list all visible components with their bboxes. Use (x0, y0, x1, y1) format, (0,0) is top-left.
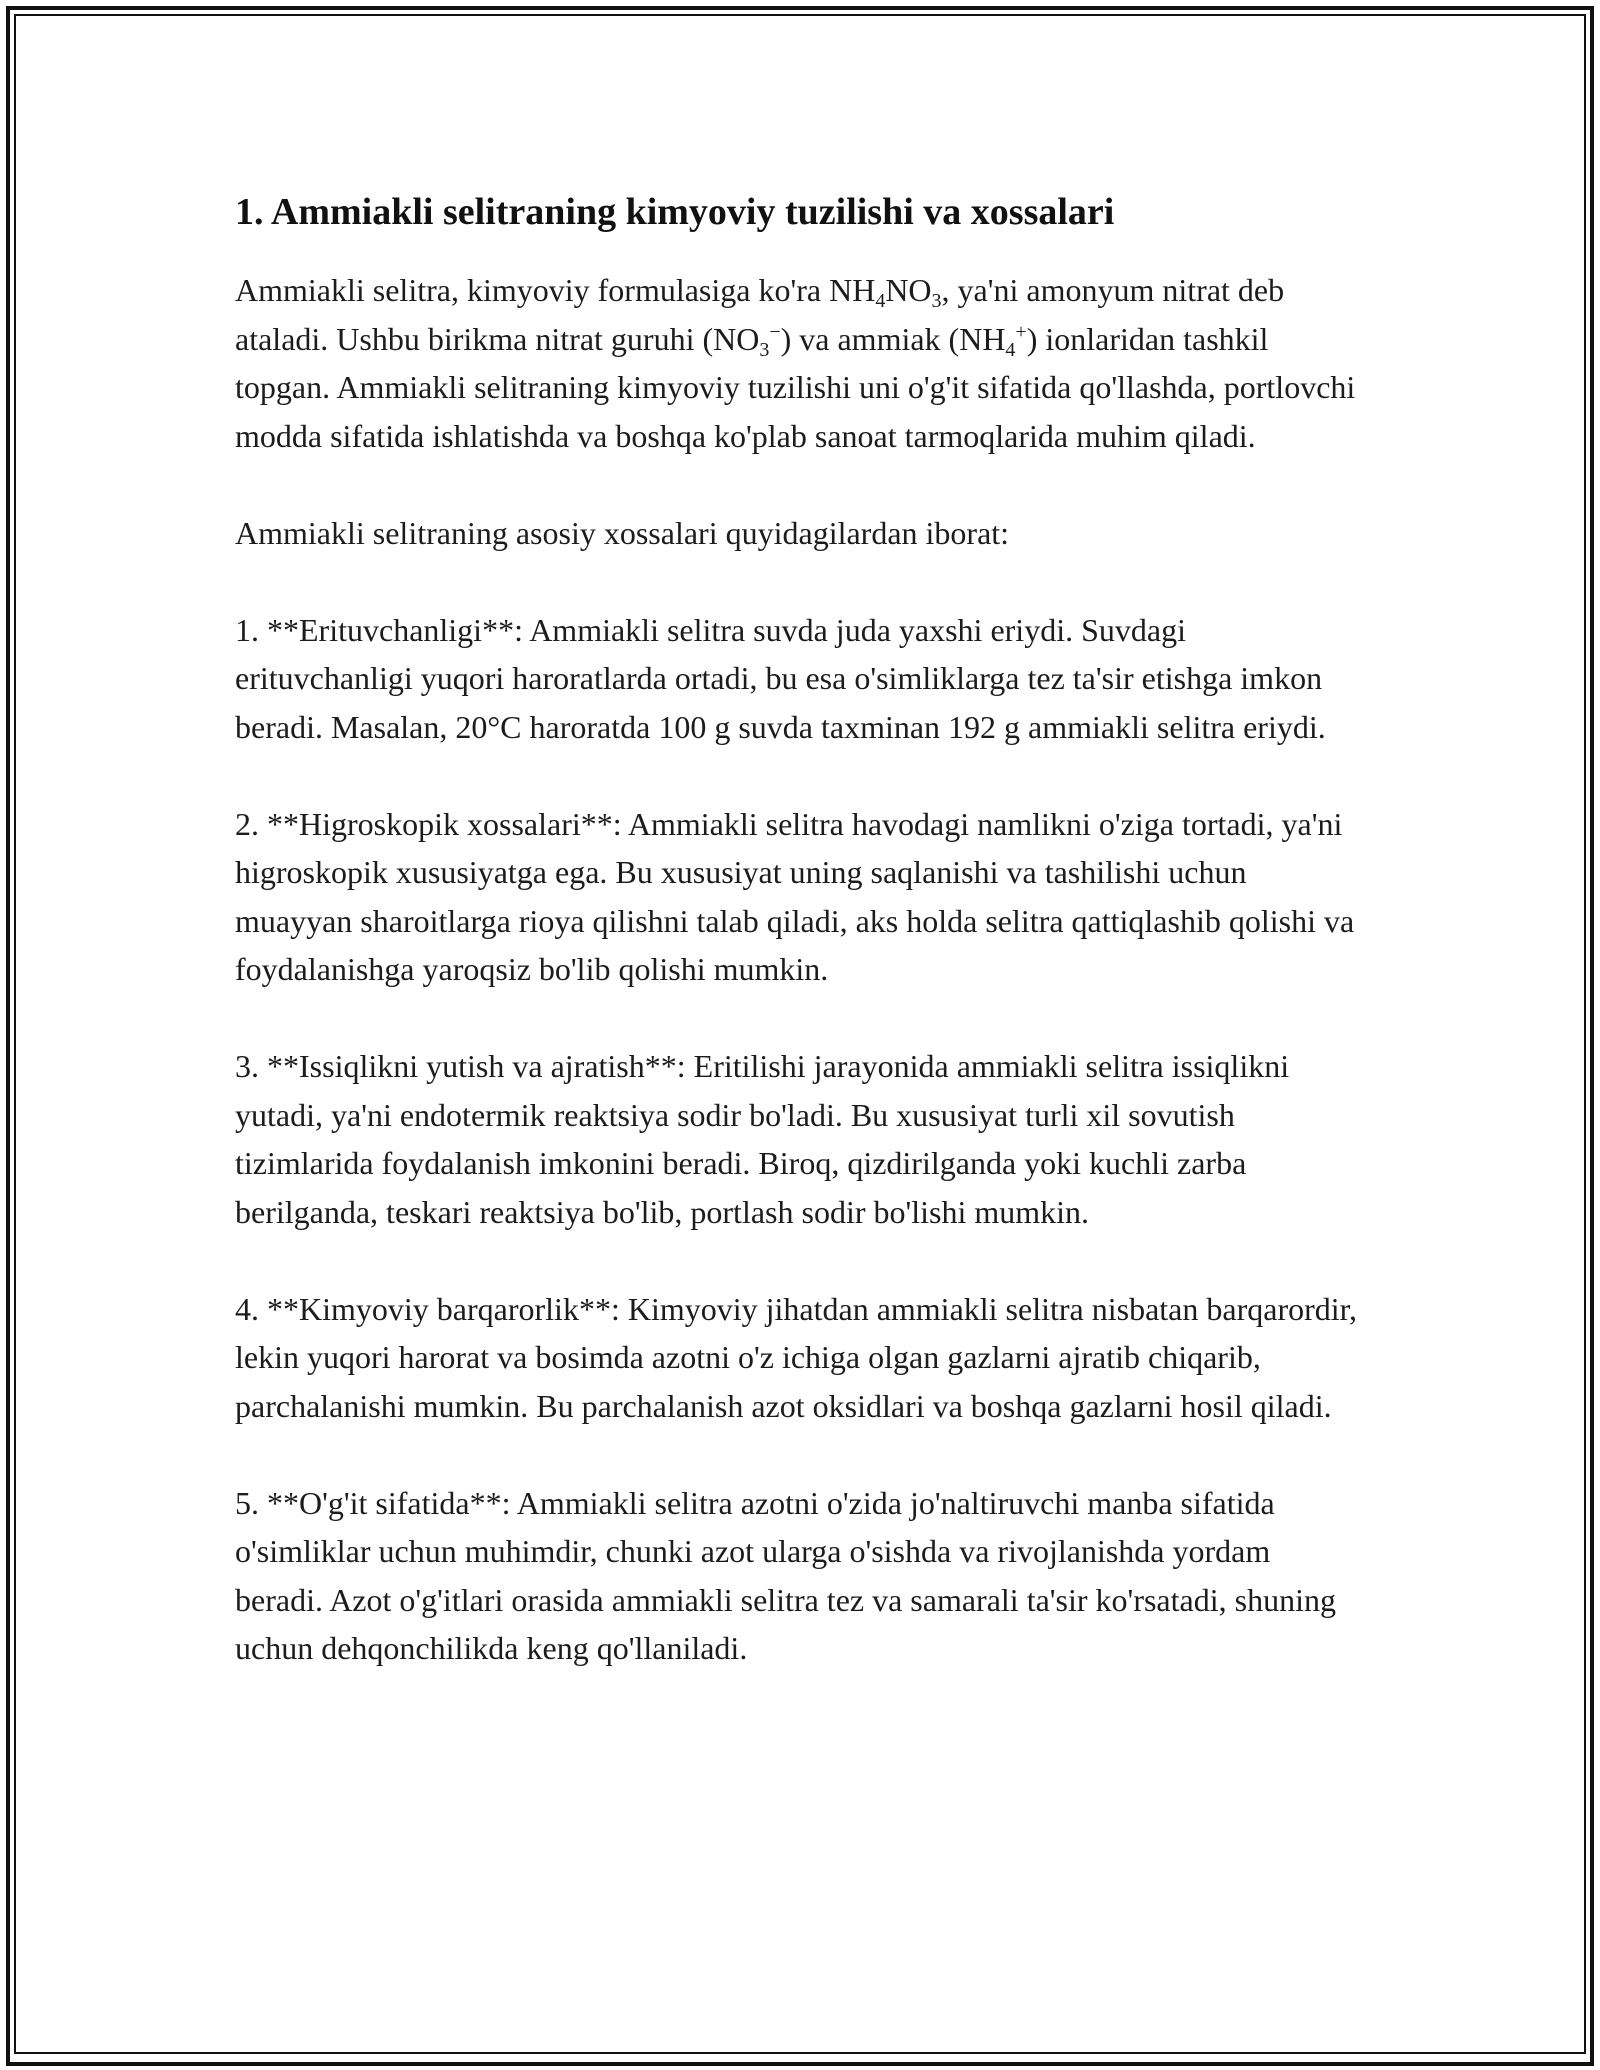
intro-paragraph (235, 266, 1365, 460)
subscript-3: 3 (931, 290, 942, 312)
list-item: 1. **Erituvchanligi**: Ammiakli selitra suvda juda yaxshi eriydi. Suvdagi erituvchanligi yuqori haroratlarda ortadi, bu esa o'simliklarga tez ta'sir etishga imkon beradi. Masalan, 20°C haroratda 100 g suvda taxminan 192 g ammiakli selitra eriydi. (235, 611, 1326, 745)
subscript-4: 4 (875, 290, 886, 312)
superscript-minus: − (769, 320, 781, 343)
intro-text-5: ) ionlaridan tashkil topgan. Ammiakli selitraning kimyoviy tuzilishi uni o'g'it sifatida qo'llashda, portlovchi modda sifatida ishlatishda va boshqa ko'plab sanoat tarmoqlarida muhim qiladi. (235, 320, 1356, 454)
subscript-4-ammonium: 4 (1005, 338, 1016, 361)
list-item: 3. **Issiqlikni yutish va ajratish**: Eritilishi jarayonida ammiakli selitra issiqlikni yutadi, ya'ni endotermik reaktsiya sodir bo'ladi. Bu xususiyat turli xil sovutish tizimlarida foydalanish imkonini beradi. Biroq, qizdirilganda yoki kuchli zarba berilganda, teskari reaktsiya bo'lib, portlash sodir bo'lishi mumkin. (235, 1048, 1290, 1230)
intro-text-3: , ya'ni amonyum nitrat deb ataladi. Ushbu birikma nitrat guruhi (NO (235, 272, 1285, 357)
subscript-3-nitrate: 3 (759, 338, 770, 361)
superscript-plus: + (1015, 320, 1027, 343)
section-heading: 1. Ammiakli selitraning kimyoviy tuzilishi va xossalari (235, 191, 1115, 233)
lead-paragraph: Ammiakli selitraning asosiy xossalari quyidagilardan iborat: (235, 514, 1010, 551)
document-body (235, 186, 1365, 1721)
intro-text-2: NO (885, 272, 932, 308)
list-item: 2. **Higroskopik xossalari**: Ammiakli selitra havodagi namlikni o'ziga tortadi, ya'ni higroskopik xususiyatga ega. Bu xususiyat uning saqlanishi va tashilishi uchun muayyan sharoitlarga rioya qilishni talab qiladi, aks holda selitra qattiqlashib qolishi va foydalanishga yaroqsiz bo'lib qolishi mumkin. (235, 805, 1355, 987)
list-item: 4. **Kimyoviy barqarorlik**: Kimyoviy jihatdan ammiakli selitra nisbatan barqarordir, lekin yuqori harorat va bosimda azotni o'z ichiga olgan gazlarni ajratib chiqarib, parchalanishi mumkin. Bu parchalanish azot oksidlari va boshqa gazlarni hosil qiladi. (235, 1290, 1358, 1424)
list-item: 5. **O'g'it sifatida**: Ammiakli selitra azotni o'zida jo'naltiruvchi manba sifatida o'simliklar uchun muhimdir, chunki azot ularga o'sishda va rivojlanishda yordam beradi. Azot o'g'itlari orasida ammiakli selitra tez va samarali ta'sir ko'rsatadi, shuning uchun dehqonchilikda keng qo'llaniladi. (235, 1484, 1336, 1666)
intro-text-1: Ammiakli selitra, kimyoviy formulasiga ko'ra NH (235, 272, 876, 308)
intro-text-4: ) va ammiak (NH (780, 320, 1006, 357)
